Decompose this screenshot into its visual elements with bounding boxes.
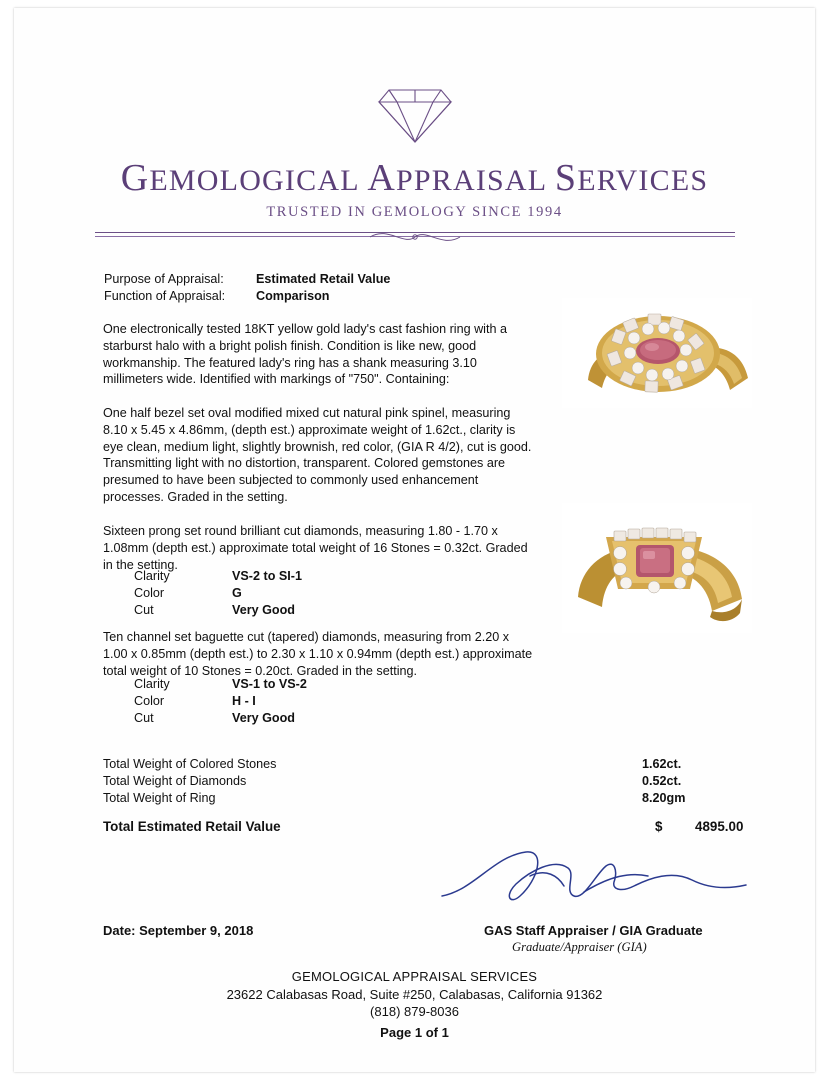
baguette-diamond-specs	[134, 676, 307, 728]
round-diamond-specs	[134, 568, 302, 620]
total-colored-stones-value: 1.62ct.	[641, 757, 682, 771]
purpose-block	[104, 271, 390, 305]
function-row	[104, 288, 390, 305]
appraisal-date: Date: September 9, 2018	[103, 923, 254, 938]
spec-row	[134, 693, 307, 710]
total-diamonds-value: 0.52ct.	[641, 774, 682, 789]
footer-page-number: Page 1 of 1	[380, 1024, 449, 1040]
total-ring-weight-value: 8.20gm	[641, 791, 686, 806]
total-colored-stones-row	[103, 756, 753, 773]
color-label: Color	[134, 586, 165, 601]
function-of-appraisal-label: Function of Appraisal:	[104, 289, 226, 303]
ring-description-paragraph: One electronically tested 18KT yellow gold lady's cast fashion ring with a starburst halo with a bright polish finish. Condition is like new, good workmanship. The featured lady's ring has a shank measuring 3.10 millimeters wide. Identified with markings of "750". Containing:	[103, 322, 507, 387]
grand-total-amount: 4895.00	[695, 819, 744, 834]
function-of-appraisal-value: Comparison	[256, 289, 330, 303]
footer-phone: (818) 879-8036	[370, 1004, 459, 1020]
document-header	[14, 80, 815, 246]
purpose-row	[104, 271, 390, 288]
baguette-diamonds-paragraph: Ten channel set baguette cut (tapered) diamonds, measuring from 2.20 x 1.00 x 0.85mm (depth est.) to 2.30 x 1.10 x 0.94mm (depth est.) approximate total weight of 10 Stones = 0.20ct. Graded in the setting.	[103, 630, 533, 678]
grand-total-row	[103, 819, 753, 834]
spec-row	[134, 602, 302, 619]
diamond-gem-icon	[355, 80, 475, 150]
total-diamonds-row	[103, 773, 753, 790]
total-diamonds-label: Total Weight of Diamonds	[103, 774, 247, 789]
purpose-of-appraisal-label: Purpose of Appraisal:	[104, 272, 224, 286]
currency-symbol: $	[655, 819, 663, 834]
totals-block	[103, 756, 753, 808]
appraisal-sheet	[14, 8, 815, 1072]
appraiser-signature	[434, 846, 754, 916]
purpose-of-appraisal-value: Estimated Retail Value	[256, 272, 391, 286]
color-label: Color	[134, 694, 165, 709]
round-diamonds-paragraph: Sixteen prong set round brilliant cut diamonds, measuring 1.80 - 1.70 x 1.08mm (depth est.) approximate total weight of 16 Stones = 0.32ct. Graded in the setting.	[103, 524, 528, 572]
cut-label: Cut	[134, 711, 154, 726]
footer-address: 23622 Calabasas Road, Suite #250, Calabasas, California 91362	[226, 986, 603, 1002]
color-value: H - I	[232, 694, 256, 709]
flourish-ornament-icon	[360, 228, 470, 246]
grand-total-label: Total Estimated Retail Value	[103, 819, 281, 834]
appraiser-title: GAS Staff Appraiser / GIA Graduate	[484, 923, 703, 938]
cut-value: Very Good	[232, 603, 295, 618]
ring-photo-top-view	[562, 298, 752, 408]
clarity-value: VS-2 to SI-1	[232, 569, 302, 583]
company-name: GEMOLOGICAL APPRAISAL SERVICES	[120, 157, 709, 199]
color-value: G	[232, 586, 242, 601]
total-ring-weight-label: Total Weight of Ring	[103, 791, 216, 806]
cut-value: Very Good	[232, 711, 295, 726]
appraiser-credential: Graduate/Appraiser (GIA)	[512, 940, 647, 954]
spec-row	[134, 710, 307, 727]
spec-row	[134, 585, 302, 602]
spec-row	[134, 676, 307, 693]
clarity-value: VS-1 to VS-2	[232, 677, 307, 691]
ring-photo-side-view	[562, 503, 752, 633]
footer-company-name: GEMOLOGICAL APPRAISAL SERVICES	[291, 969, 538, 984]
spinel-description-paragraph: One half bezel set oval modified mixed cut natural pink spinel, measuring 8.10 x 5.45 x 4.86mm, (depth est.) approximate weight of 1.62ct., clarity is eye clean, medium light, slightly brownish, red color, (GIA R 4/2), cut is good. Transmitting light with no distortion, transparent. Colored gemstones are presumed to have been subjected to commonly used enhancement processes. Graded in the setting.	[103, 406, 532, 504]
document-footer	[14, 968, 815, 1041]
clarity-label: Clarity	[134, 677, 170, 691]
spec-row	[134, 568, 302, 585]
cut-label: Cut	[134, 603, 154, 618]
company-tagline: TRUSTED IN GEMOLOGY SINCE 1994	[266, 204, 563, 220]
header-divider	[95, 228, 735, 246]
clarity-label: Clarity	[134, 569, 170, 583]
total-colored-stones-label: Total Weight of Colored Stones	[103, 757, 277, 771]
total-ring-weight-row	[103, 790, 753, 807]
